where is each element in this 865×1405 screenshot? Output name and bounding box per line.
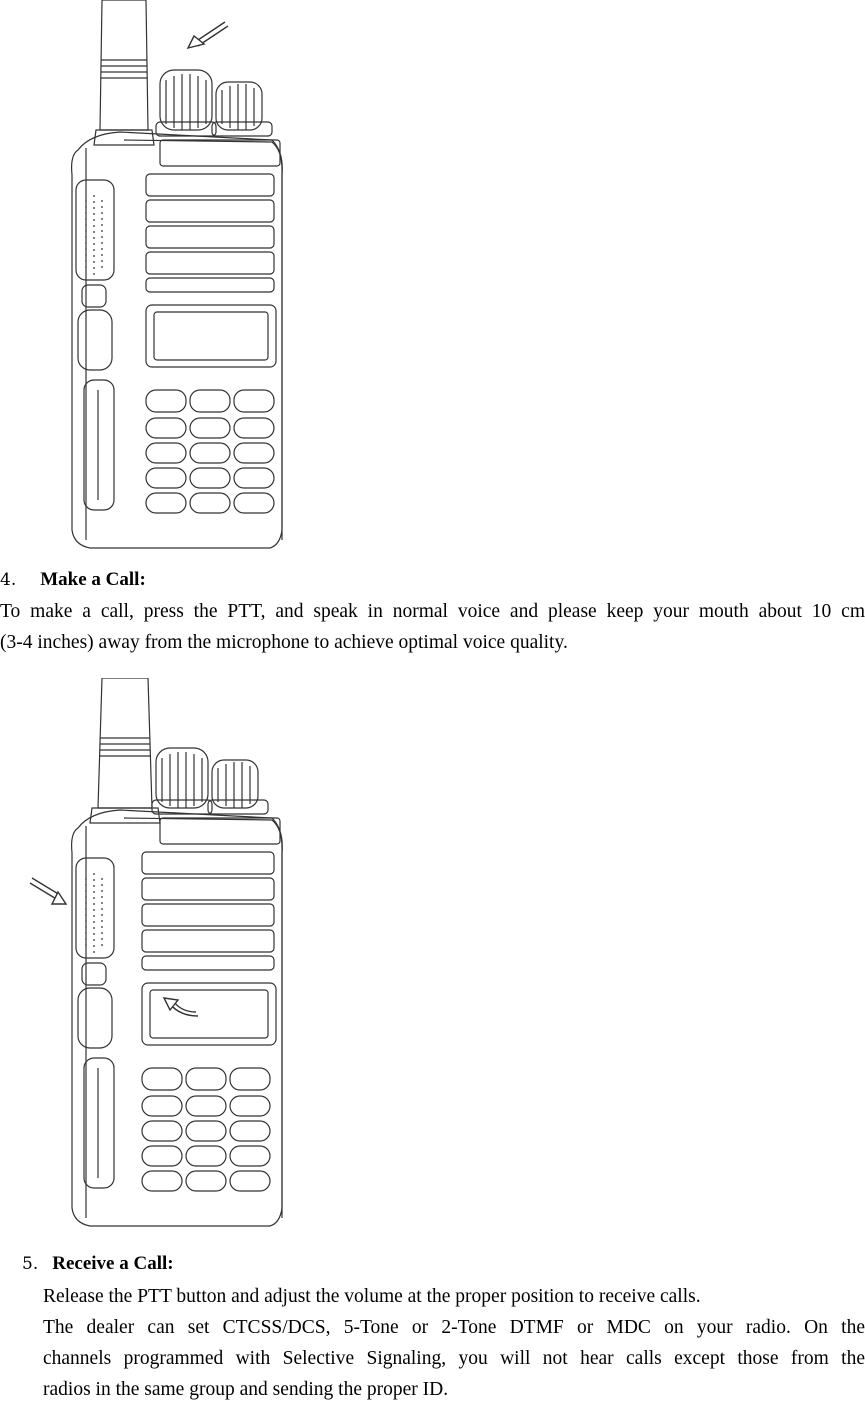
section-4-number: 4. — [0, 570, 17, 590]
keypad — [142, 1068, 270, 1191]
section-5-body-line-2: The dealer can set CTCSS/DCS, 5-Tone or 2-Tone DTMF or MDC on your radio. On the — [43, 1317, 865, 1338]
section-5-body — [43, 1281, 865, 1405]
speaker-grille — [146, 174, 274, 292]
antenna — [90, 678, 160, 823]
radio-illustration-bottom — [20, 678, 310, 1230]
section-4-title: Make a Call: — [40, 569, 146, 590]
section-4-body — [0, 596, 865, 658]
arrow-to-ptt-icon — [30, 878, 66, 904]
arrow-to-display-icon — [164, 998, 198, 1016]
section-4-body-line-2: (3-4 inches) away from the microphone to achieve optimal voice quality. — [0, 632, 568, 653]
knob-right — [208, 760, 268, 814]
section-5-body-line-1: Release the PTT button and adjust the volume at the proper position to receive calls. — [43, 1286, 701, 1307]
antenna — [94, 0, 154, 145]
speaker-grille — [142, 852, 274, 970]
radio-body — [72, 810, 283, 1226]
knob-left — [156, 70, 216, 136]
knob-left — [152, 748, 212, 814]
section-5-heading — [22, 1252, 174, 1276]
radio-body — [72, 132, 283, 548]
section-4-heading — [0, 568, 146, 592]
knob-right — [212, 82, 272, 136]
section-5-body-line-4: radios in the same group and sending the proper ID. — [43, 1379, 449, 1400]
lcd-display — [142, 983, 276, 1045]
keypad — [146, 390, 274, 513]
section-5-title: Receive a Call: — [52, 1253, 174, 1274]
radio-illustration-top — [60, 0, 300, 552]
arrow-to-knob-icon — [188, 22, 228, 48]
section-4-body-line-1: To make a call, press the PTT, and speak in normal voice and please keep your mouth about 10 cm — [0, 601, 865, 622]
section-5-number: 5. — [22, 1254, 39, 1274]
section-5-body-line-3: channels programmed with Selective Signaling, you will not hear calls except those from the — [43, 1348, 865, 1369]
lcd-display — [146, 305, 276, 367]
